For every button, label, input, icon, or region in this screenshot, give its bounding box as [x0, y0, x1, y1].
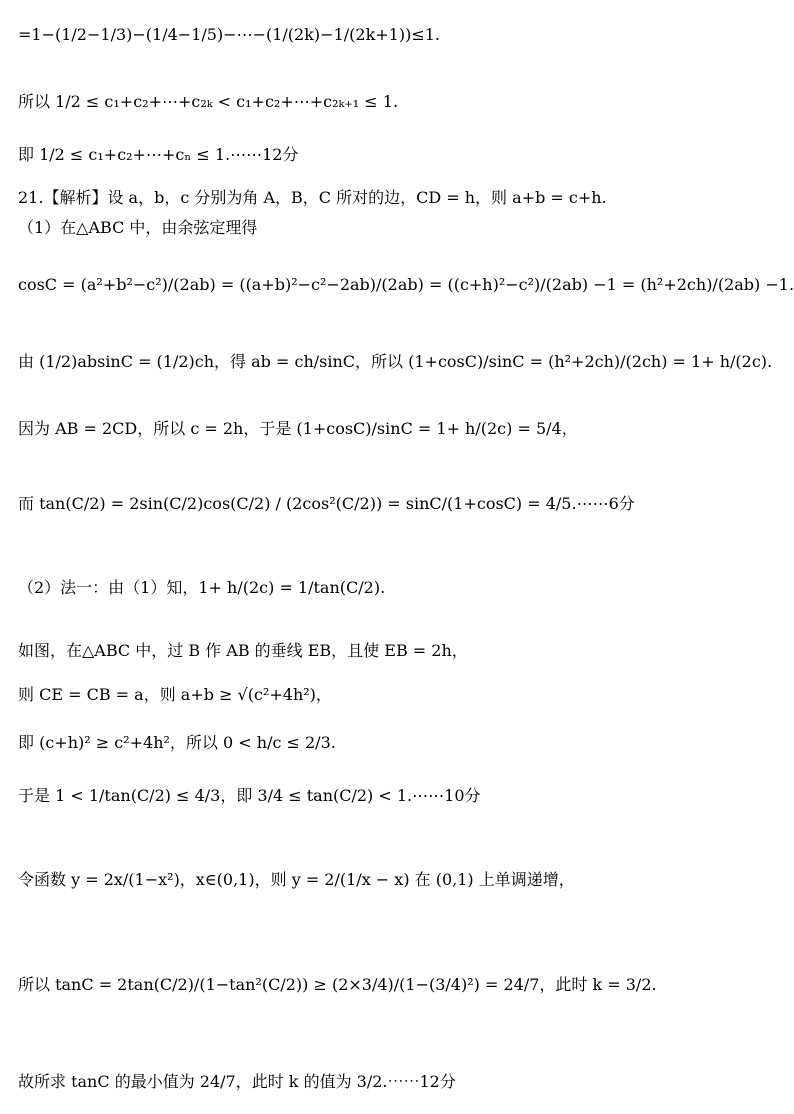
- line-3: 即 1/2 ≤ c₁+c₂+⋯+cₙ ≤ 1.⋯⋯12分: [18, 144, 299, 164]
- line-6: cosC = (a²+b²−c²)/(2ab) = ((a+b)²−c²−2ab)/(2ab) = ((c+h)²−c²)/(2ab) −1 = (h²+2ch)/(2ab) −1.: [18, 274, 794, 294]
- line-4: 21.【解析】设 a，b，c 分别为角 A，B，C 所对的边，CD = h，则 a+b = c+h.: [18, 187, 607, 207]
- line-2: 所以 1/2 ≤ c₁+c₂+⋯+c₂ₖ < c₁+c₂+⋯+c₂ₖ₊₁ ≤ 1.: [18, 91, 399, 111]
- line-13: 即 (c+h)² ≥ c²+4h²，所以 0 < h/c ≤ 2/3.: [18, 732, 336, 752]
- line-15: 令函数 y = 2x/(1−x²)，x∈(0,1)，则 y = 2/(1/x − x) 在 (0,1) 上单调递增，: [18, 869, 575, 889]
- line-5: （1）在△ABC 中，由余弦定理得: [18, 217, 258, 237]
- line-11: 如图，在△ABC 中，过 B 作 AB 的垂线 EB，且使 EB = 2h，: [18, 640, 468, 660]
- line-7: 由 (1/2)absinC = (1/2)ch，得 ab = ch/sinC，所以 (1+cosC)/sinC = (h²+2ch)/(2ch) = 1+ h/(2c).: [18, 351, 773, 371]
- line-1: =1−(1/2−1/3)−(1/4−1/5)−⋯−(1/(2k)−1/(2k+1))≤1.: [18, 24, 440, 44]
- line-9: 而 tan(C/2) = 2sin(C/2)cos(C/2) / (2cos²(C/2)) = sinC/(1+cosC) = 4/5.⋯⋯6分: [18, 493, 635, 513]
- line-8: 因为 AB = 2CD，所以 c = 2h，于是 (1+cosC)/sinC = 1+ h/(2c) = 5/4，: [18, 418, 578, 438]
- line-14: 于是 1 < 1/tan(C/2) ≤ 4/3，即 3/4 ≤ tan(C/2) < 1.⋯⋯10分: [18, 785, 481, 805]
- line-10: （2）法一：由（1）知，1+ h/(2c) = 1/tan(C/2).: [18, 577, 386, 597]
- line-12: 则 CE = CB = a，则 a+b ≥ √(c²+4h²)，: [18, 684, 332, 704]
- line-16: 所以 tanC = 2tan(C/2)/(1−tan²(C/2)) ≥ (2×3/4)/(1−(3/4)²) = 24/7，此时 k = 3/2.: [18, 974, 657, 994]
- line-17: 故所求 tanC 的最小值为 24/7，此时 k 的值为 3/2.⋯⋯12分: [18, 1071, 456, 1091]
